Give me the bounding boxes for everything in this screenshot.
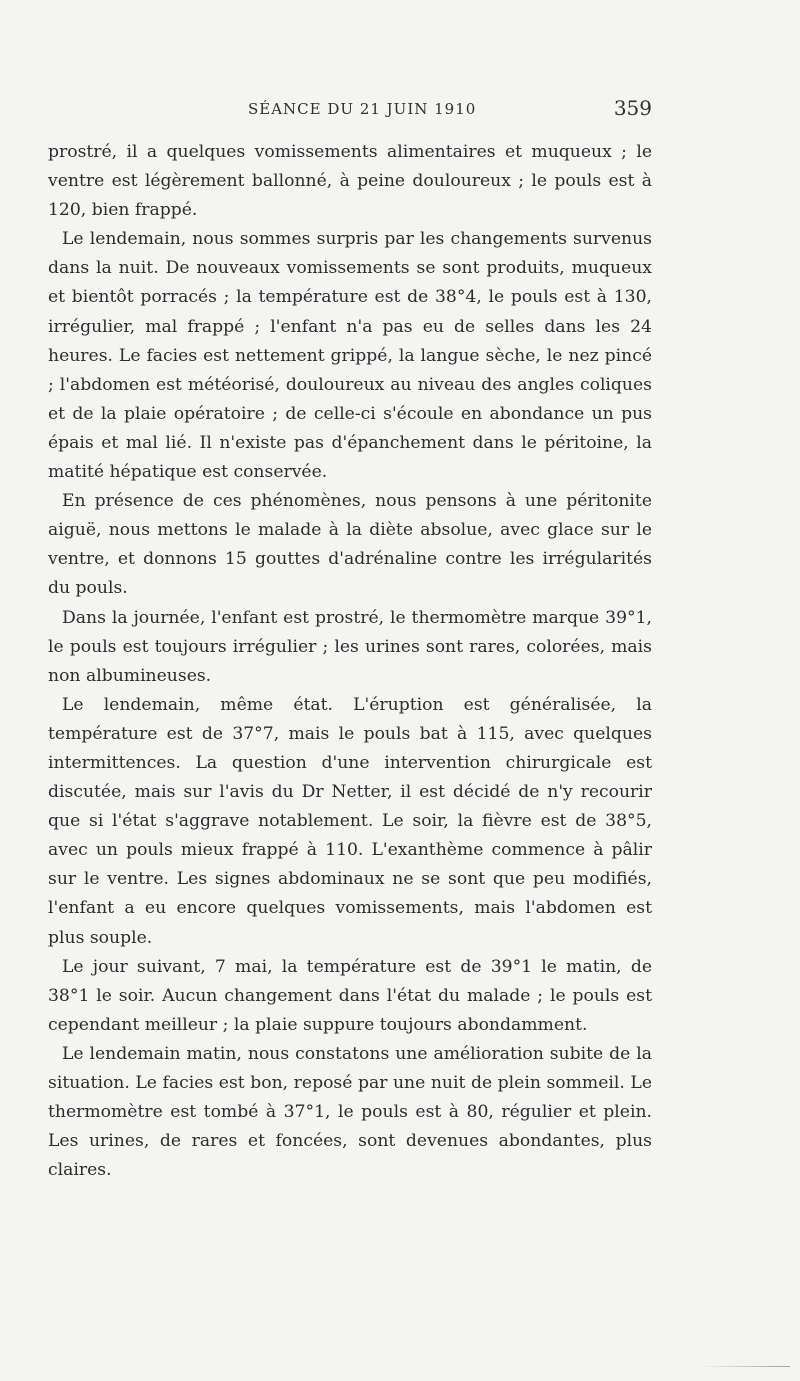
paragraph-2: Le lendemain, nous sommes surpris par les changements survenus dans la nuit. De nouveaux vomissements se sont produits, muqueux et bientôt porracés ; la température est de 38°4, le pouls est à 130, irrégulier, mal frappé ; l'enfant n'a pas eu de selles dans les 24 heures. Le facies est nettement grippé, la langue sèche, le nez pincé ; l'abdomen est météorisé, douloureux au niveau des angles coliques et de la plaie opératoire ; de celle-ci s'écoule en abondance un pus épais et mal lié. Il n'existe pas d'épanchement dans le péritoine, la matité hépatique est conservée. — [48, 229, 652, 483]
page-header — [48, 96, 652, 124]
paragraph-7: Le lendemain matin, nous constatons une amélioration subite de la situation. Le facies est bon, reposé par une nuit de plein sommeil. Le thermomètre est tombé à 37°1, le pouls est à 80, régulier et plein. Les urines, de rares et foncées, sont devenues abondantes, plus claires. — [48, 1043, 652, 1181]
paragraph-3: En présence de ces phénomènes, nous pensons à une péritonite aiguë, nous mettons le malade à la diète absolue, avec glace sur le ventre, et donnons 15 gouttes d'adrénaline contre les irrégularités du pouls. — [48, 491, 652, 599]
paragraph-4: Dans la journée, l'enfant est prostré, le thermomètre marque 39°1, le pouls est toujours irrégulier ; les urines sont rares, colorées, mais non albumineuses. — [48, 607, 652, 686]
body-text — [48, 138, 652, 1185]
page-number: 359 — [613, 96, 652, 120]
paragraph-5: Le lendemain, même état. L'éruption est généralisée, la température est de 37°7, mais le pouls bat à 115, avec quelques intermittences. La question d'une intervention chirurgicale est discutée, mais sur l'avis du Dr Netter, il est décidé de n'y recourir que si l'état s'aggrave notablement. Le soir, la fièvre est de 38°5, avec un pouls mieux frappé à 110. L'exanthème commence à pâlir sur le ventre. Les signes abdominaux ne se sont que peu modifiés, l'enfant a eu encore quelques vomissements, mais l'abdomen est plus souple. — [48, 694, 652, 948]
scan-artifact-line — [700, 1366, 790, 1367]
paragraph-6: Le jour suivant, 7 mai, la température est de 39°1 le matin, de 38°1 le soir. Aucun changement dans l'état du malade ; le pouls est cependant meilleur ; la plaie suppure toujours abondamment. — [48, 956, 652, 1035]
running-title: SÉANCE DU 21 JUIN 1910 — [248, 100, 477, 118]
paragraph-1: prostré, il a quelques vomissements alimentaires et muqueux ; le ventre est légèrement ballonné, à peine douloureux ; le pouls est à 120, bien frappé. — [48, 142, 652, 221]
